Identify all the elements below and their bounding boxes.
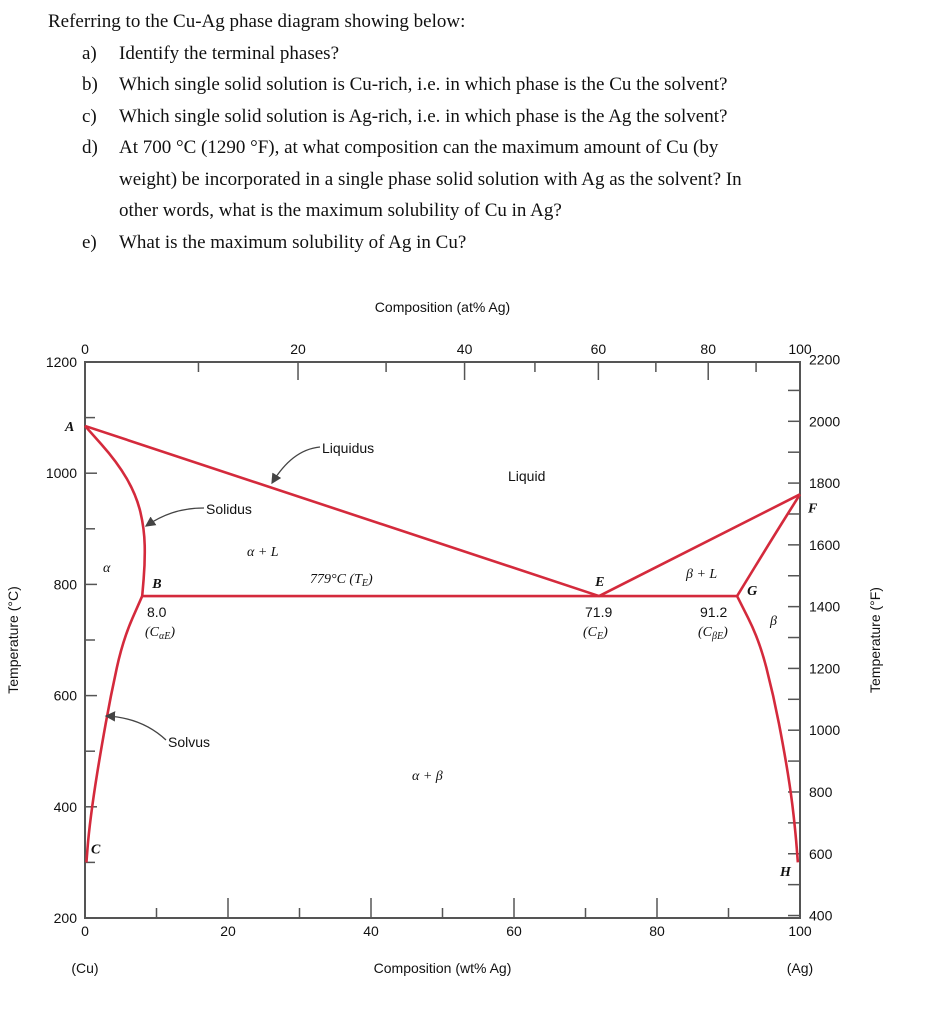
region-alpha-l: α + L [247, 545, 279, 560]
question-text: At 700 °C (1290 °F), at what composition can the maximum amount of Cu (by [119, 137, 719, 158]
x-tick-label: 0 [81, 923, 89, 939]
x-tick-label: 40 [363, 923, 379, 939]
question-text: Which single solid solution is Ag-rich, i.e. in which phase is the Ag the solvent? [119, 106, 728, 127]
solidus-arrow [146, 508, 204, 526]
y-tick-label: 1000 [45, 465, 77, 482]
y2-tick-label: 1600 [809, 536, 841, 553]
x-tick-label: 100 [788, 923, 812, 939]
y-tick-label: 800 [53, 576, 77, 593]
question-text: What is the maximum solubility of Ag in Cu? [119, 232, 467, 253]
liquidus-arrow [272, 447, 320, 483]
c-e-value: 71.9 [585, 604, 613, 620]
eutectic-temp-label: 779°C $(T_E)$ [310, 572, 373, 589]
y2-axis-title: Temperature (°F) [867, 587, 883, 693]
solvus-left-curve [86, 596, 142, 862]
question-text: other words, what is the maximum solubility of Cu in Ag? [119, 200, 562, 221]
x-end-label: (Ag) [786, 960, 814, 976]
x2-tick-label: 100 [788, 341, 812, 357]
question-text: weight) be incorporated in a single phase solid solution with Ag as the solvent? In [119, 168, 742, 190]
point-label-A: A [65, 419, 75, 435]
solvus-arrow [106, 716, 166, 740]
y2-tick-label: 1000 [809, 722, 841, 739]
question-intro: Referring to the Cu-Ag phase diagram showing below: [48, 11, 466, 32]
c-alpha-e-symbol: $(C_{\alpha E})$ [145, 625, 176, 642]
point-label-E: E [595, 575, 605, 591]
point-label-H: H [780, 864, 791, 880]
region-alpha: α [103, 561, 111, 576]
c-alpha-e-value: 8.0 [147, 604, 167, 620]
point-label-B: B [152, 577, 162, 593]
solvus-label: Solvus [168, 734, 211, 750]
c-beta-e-value: 91.2 [700, 604, 728, 620]
x-tick-label: 20 [220, 923, 236, 939]
question-label: e) [82, 232, 97, 253]
x-axis-title: Composition (wt% Ag) [373, 960, 512, 976]
c-beta-e-symbol: $(C_{\beta E})$ [698, 625, 728, 642]
y2-tick-label: 1800 [809, 475, 841, 492]
x-end-label: (Cu) [71, 960, 99, 976]
question-label: b) [82, 74, 98, 95]
y-tick-label: 600 [53, 687, 77, 704]
liquidus-label: Liquidus [322, 440, 375, 456]
region-liquid: Liquid [508, 468, 546, 484]
x2-tick-label: 80 [700, 341, 717, 357]
y2-tick-label: 400 [809, 907, 833, 924]
x2-axis-title: Composition (at% Ag) [374, 299, 511, 315]
x-tick-label: 60 [506, 923, 522, 939]
y2-tick-label: 1400 [809, 598, 841, 615]
x-tick-label: 80 [649, 923, 665, 939]
question-label: c) [82, 106, 97, 127]
y-tick-label: 400 [53, 798, 77, 815]
point-label-G: G [747, 584, 758, 600]
region-beta: β [770, 614, 777, 629]
x2-tick-label: 20 [290, 341, 306, 357]
y-tick-label: 200 [53, 910, 77, 926]
y2-tick-label: 1200 [809, 660, 841, 677]
solidus-left-curve [85, 426, 145, 596]
plot-frame [85, 362, 800, 918]
y2-tick-label: 800 [809, 783, 833, 800]
y2-tick-label: 2000 [809, 413, 841, 430]
x2-tick-label: 0 [81, 341, 89, 357]
y2-tick-label: 2200 [809, 351, 841, 368]
c-e-symbol: $(C_E)$ [583, 625, 608, 642]
question-text: Which single solid solution is Cu-rich, i.e. in which phase is the Cu the solvent? [119, 74, 728, 95]
region-beta-l: β + L [686, 567, 718, 582]
question-label: a) [82, 43, 97, 64]
solidus-label: Solidus [206, 501, 252, 517]
x2-tick-label: 40 [456, 341, 473, 357]
y-tick-label: 1200 [45, 354, 77, 370]
question-text: Identify the terminal phases? [119, 43, 340, 64]
y-axis-title: Temperature (°C) [5, 586, 21, 694]
question-label: d) [82, 137, 98, 158]
point-label-F: F [808, 501, 818, 517]
region-alpha-beta: α + β [412, 769, 443, 784]
point-label-C: C [91, 842, 101, 858]
y2-tick-label: 600 [809, 845, 833, 862]
x2-tick-label: 60 [590, 341, 607, 357]
